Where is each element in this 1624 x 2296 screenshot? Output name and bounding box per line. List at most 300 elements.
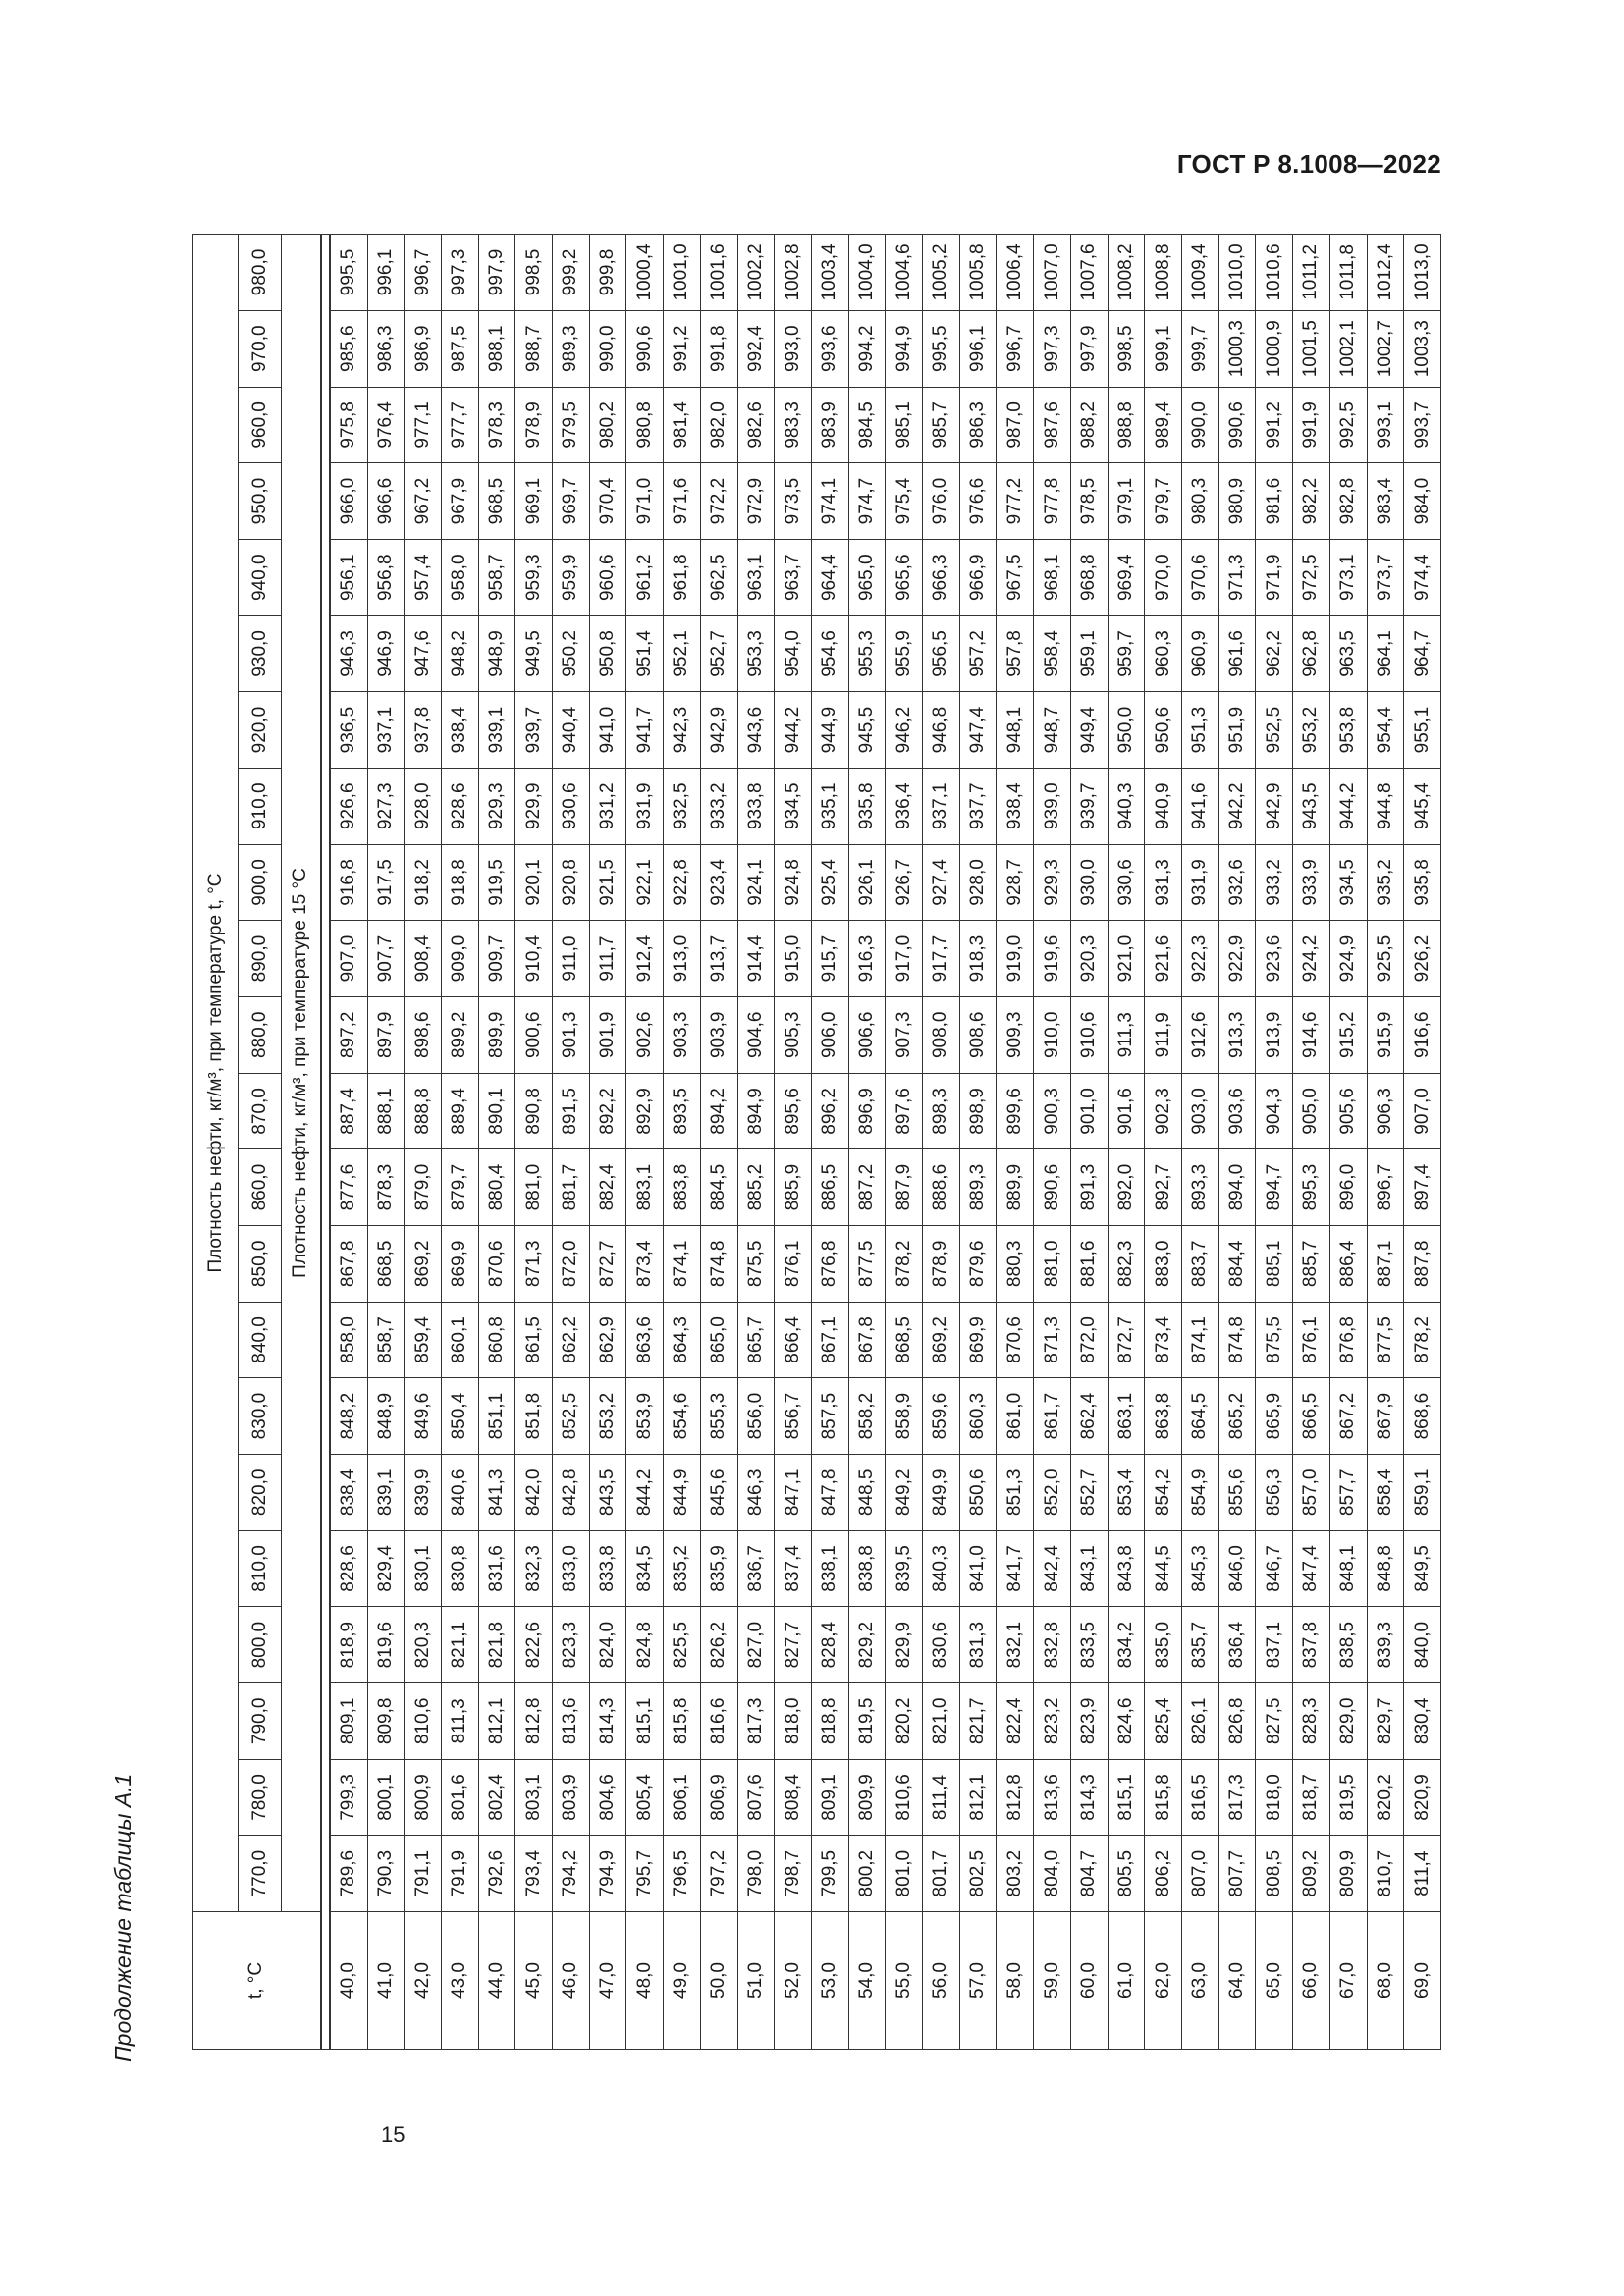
density-cell: 922,8 <box>664 844 701 921</box>
density-cell: 830,1 <box>405 1530 442 1607</box>
density-cell: 836,7 <box>737 1530 775 1607</box>
density-cell: 870,6 <box>478 1225 515 1302</box>
density-column-header: 920,0 <box>239 692 282 769</box>
density-cell: 865,9 <box>1256 1378 1293 1455</box>
density-column-header: 830,0 <box>239 1378 282 1455</box>
density-cell: 978,3 <box>478 387 515 463</box>
density-cell: 800,9 <box>405 1759 442 1836</box>
density-cell: 931,9 <box>1181 844 1218 921</box>
density-cell: 986,3 <box>959 387 997 463</box>
density-cell: 987,0 <box>997 387 1034 463</box>
density-cell: 816,5 <box>1181 1759 1218 1836</box>
density-cell: 1007,6 <box>1070 235 1108 311</box>
density-cell: 964,4 <box>811 539 848 615</box>
table-row <box>478 235 515 2050</box>
temperature-cell: 41,0 <box>367 1912 405 2050</box>
density-cell: 808,4 <box>775 1759 812 1836</box>
density-cell: 985,7 <box>923 387 960 463</box>
density-cell: 867,1 <box>811 1302 848 1378</box>
density-cell: 975,8 <box>330 387 368 463</box>
temperature-cell: 63,0 <box>1181 1912 1218 2050</box>
density-cell: 797,2 <box>700 1836 737 1912</box>
density-cell: 876,8 <box>811 1225 848 1302</box>
density-cell: 804,6 <box>589 1759 626 1836</box>
density-cell: 848,8 <box>1367 1530 1404 1607</box>
density-cell: 924,1 <box>737 844 775 921</box>
density-cell: 879,6 <box>959 1225 997 1302</box>
density-cell: 953,2 <box>1293 692 1330 769</box>
density-cell: 919,6 <box>1034 921 1071 997</box>
density-cell: 875,5 <box>1256 1302 1293 1378</box>
density-cell: 872,0 <box>553 1225 590 1302</box>
table-row <box>367 235 405 2050</box>
density-cell: 871,3 <box>515 1225 553 1302</box>
density-cell: 1007,0 <box>1034 235 1071 311</box>
density-cell: 802,4 <box>478 1759 515 1836</box>
density-cell: 937,8 <box>405 692 442 769</box>
density-cell: 845,3 <box>1181 1530 1218 1607</box>
density-cell: 901,0 <box>1070 1073 1108 1149</box>
density-cell: 929,3 <box>1034 844 1071 921</box>
density-cell: 896,2 <box>811 1073 848 1149</box>
density-cell: 803,2 <box>997 1836 1034 1912</box>
density-cell: 825,4 <box>1145 1682 1182 1759</box>
density-cell: 884,5 <box>700 1149 737 1226</box>
density-cell: 857,0 <box>1293 1454 1330 1530</box>
density-cell: 851,8 <box>515 1378 553 1455</box>
density-column-header: 900,0 <box>239 844 282 921</box>
density-cell: 913,0 <box>664 921 701 997</box>
density-cell: 951,4 <box>626 615 664 692</box>
density-cell: 853,2 <box>589 1378 626 1455</box>
table-row <box>959 235 997 2050</box>
density-cell: 803,1 <box>515 1759 553 1836</box>
density-cell: 984,0 <box>1404 463 1441 540</box>
density-cell: 807,7 <box>1218 1836 1256 1912</box>
density-cell: 834,2 <box>1108 1607 1145 1683</box>
density-cell: 868,5 <box>367 1225 405 1302</box>
density-cell: 815,8 <box>1145 1759 1182 1836</box>
density-cell: 802,5 <box>959 1836 997 1912</box>
density-cell: 976,0 <box>923 463 960 540</box>
temperature-cell: 55,0 <box>886 1912 923 2050</box>
density-cell: 809,9 <box>1329 1836 1367 1912</box>
density-cell: 839,3 <box>1367 1607 1404 1683</box>
density-cell: 830,6 <box>923 1607 960 1683</box>
density-cell: 968,5 <box>478 463 515 540</box>
density-cell: 890,6 <box>1034 1149 1071 1226</box>
density-cell: 915,9 <box>1367 996 1404 1073</box>
density-cell: 822,6 <box>515 1607 553 1683</box>
density-cell: 892,2 <box>589 1073 626 1149</box>
density-cell: 827,7 <box>775 1607 812 1683</box>
density-cell: 985,1 <box>886 387 923 463</box>
density-cell: 858,7 <box>367 1302 405 1378</box>
density-cell: 808,5 <box>1256 1836 1293 1912</box>
density-cell: 919,5 <box>478 844 515 921</box>
density-cell: 874,1 <box>1181 1302 1218 1378</box>
density-cell: 893,3 <box>1181 1149 1218 1226</box>
density-cell: 874,8 <box>700 1225 737 1302</box>
density-cell: 1012,4 <box>1367 235 1404 311</box>
density-cell: 942,3 <box>664 692 701 769</box>
table-row <box>1145 235 1182 2050</box>
density-cell: 872,7 <box>1108 1302 1145 1378</box>
density-cell: 861,5 <box>515 1302 553 1378</box>
density-cell: 868,6 <box>1404 1378 1441 1455</box>
density-cell: 997,3 <box>1034 310 1071 387</box>
density-cell: 991,9 <box>1293 387 1330 463</box>
density-cell: 999,7 <box>1181 310 1218 387</box>
density-cell: 933,2 <box>700 768 737 844</box>
density-cell: 959,3 <box>515 539 553 615</box>
density-cell: 954,4 <box>1367 692 1404 769</box>
density-cell: 844,2 <box>626 1454 664 1530</box>
density-cell: 996,1 <box>959 310 997 387</box>
temperature-column-header: t, °C <box>193 1912 321 2050</box>
density-cell: 791,1 <box>405 1836 442 1912</box>
density-cell: 973,5 <box>775 463 812 540</box>
density-cell: 901,6 <box>1108 1073 1145 1149</box>
density-cell: 988,2 <box>1070 387 1108 463</box>
density-cell: 862,9 <box>589 1302 626 1378</box>
density-cell: 977,2 <box>997 463 1034 540</box>
density-cell: 903,6 <box>1218 1073 1256 1149</box>
density-cell: 794,2 <box>553 1836 590 1912</box>
density-cell: 950,6 <box>1145 692 1182 769</box>
density-cell: 896,0 <box>1329 1149 1367 1226</box>
density-cell: 964,7 <box>1404 615 1441 692</box>
density-cell: 959,9 <box>553 539 590 615</box>
density-cell: 859,6 <box>923 1378 960 1455</box>
density-cell: 887,2 <box>848 1149 886 1226</box>
density-cell: 877,5 <box>1367 1302 1404 1378</box>
density-cell: 880,4 <box>478 1149 515 1226</box>
temperature-cell: 60,0 <box>1070 1912 1108 2050</box>
density-cell: 945,4 <box>1404 768 1441 844</box>
table-row <box>1367 235 1404 2050</box>
table-row <box>1218 235 1256 2050</box>
density-cell: 901,9 <box>589 996 626 1073</box>
density-column-header: 950,0 <box>239 463 282 540</box>
density-cell: 869,9 <box>959 1302 997 1378</box>
document-code: ГОСТ Р 8.1008—2022 <box>1176 149 1441 179</box>
density-cell: 854,6 <box>664 1378 701 1455</box>
density-cell: 818,7 <box>1293 1759 1330 1836</box>
density-cell: 852,0 <box>1034 1454 1071 1530</box>
table-row <box>923 235 960 2050</box>
density-cell: 867,2 <box>1329 1378 1367 1455</box>
density-cell: 849,6 <box>405 1378 442 1455</box>
density-cell: 867,8 <box>848 1302 886 1378</box>
density-cell: 801,7 <box>923 1836 960 1912</box>
density-cell: 891,5 <box>553 1073 590 1149</box>
density-cell: 960,3 <box>1145 615 1182 692</box>
density-cell: 840,0 <box>1404 1607 1441 1683</box>
density-cell: 905,3 <box>775 996 812 1073</box>
table-row <box>1293 235 1330 2050</box>
density-cell: 904,6 <box>737 996 775 1073</box>
density-cell: 899,9 <box>478 996 515 1073</box>
density-cell: 946,8 <box>923 692 960 769</box>
density-cell: 792,6 <box>478 1836 515 1912</box>
density-cell: 856,7 <box>775 1378 812 1455</box>
density-cell: 972,2 <box>700 463 737 540</box>
density-cell: 975,4 <box>886 463 923 540</box>
table-row <box>1070 235 1108 2050</box>
table-row <box>737 235 775 2050</box>
density-cell: 847,4 <box>1293 1530 1330 1607</box>
density-cell: 978,9 <box>515 387 553 463</box>
density-cell: 1002,7 <box>1367 310 1404 387</box>
density-cell: 827,5 <box>1256 1682 1293 1759</box>
density-cell: 976,6 <box>959 463 997 540</box>
density-column-header: 930,0 <box>239 615 282 692</box>
density-cell: 971,6 <box>664 463 701 540</box>
density-cell: 883,1 <box>626 1149 664 1226</box>
density-cell: 819,5 <box>1329 1759 1367 1836</box>
density-cell: 993,6 <box>811 310 848 387</box>
table-row <box>997 235 1034 2050</box>
table-row <box>330 235 368 2050</box>
density-cell: 955,1 <box>1404 692 1441 769</box>
density-cell: 1002,8 <box>775 235 812 311</box>
density-cell: 829,0 <box>1329 1682 1367 1759</box>
density-cell: 881,6 <box>1070 1225 1108 1302</box>
density-cell: 915,2 <box>1329 996 1367 1073</box>
density-cell: 941,6 <box>1181 768 1218 844</box>
density-cell: 937,7 <box>959 768 997 844</box>
density-cell: 926,2 <box>1404 921 1441 997</box>
density-cell: 958,0 <box>441 539 478 615</box>
density-cell: 966,0 <box>330 463 368 540</box>
density-cell: 917,0 <box>886 921 923 997</box>
density-cell: 851,3 <box>997 1454 1034 1530</box>
density-cell: 926,7 <box>886 844 923 921</box>
density-cell: 908,4 <box>405 921 442 997</box>
density-cell: 977,8 <box>1034 463 1071 540</box>
density-cell: 930,6 <box>1108 844 1145 921</box>
density-cell: 990,0 <box>1181 387 1218 463</box>
density-cell: 936,4 <box>886 768 923 844</box>
density-cell: 940,4 <box>553 692 590 769</box>
density-cell: 947,4 <box>959 692 997 769</box>
density-cell: 965,0 <box>848 539 886 615</box>
temperature-cell: 51,0 <box>737 1912 775 2050</box>
density-cell: 898,6 <box>405 996 442 1073</box>
density-cell: 863,8 <box>1145 1378 1182 1455</box>
table-caption: Продолжение таблицы А.1 <box>110 1773 135 2062</box>
density-cell: 938,4 <box>441 692 478 769</box>
density-cell: 873,4 <box>626 1225 664 1302</box>
density-cell: 842,8 <box>553 1454 590 1530</box>
density-cell: 943,5 <box>1293 768 1330 844</box>
density-cell: 885,9 <box>775 1149 812 1226</box>
density-cell: 974,1 <box>811 463 848 540</box>
density-cell: 856,0 <box>737 1378 775 1455</box>
density-cell: 910,0 <box>1034 996 1071 1073</box>
density-cell: 864,3 <box>664 1302 701 1378</box>
density-cell: 1003,3 <box>1404 310 1441 387</box>
density-cell: 920,1 <box>515 844 553 921</box>
density-cell: 976,4 <box>367 387 405 463</box>
temperature-cell: 48,0 <box>626 1912 664 2050</box>
density-cell: 1004,6 <box>886 235 923 311</box>
density-cell: 863,1 <box>1108 1378 1145 1455</box>
table-row <box>775 235 812 2050</box>
density-cell: 914,6 <box>1293 996 1330 1073</box>
density-cell: 820,9 <box>1404 1759 1441 1836</box>
density-cell: 800,1 <box>367 1759 405 1836</box>
header-separator <box>321 235 330 2050</box>
density-cell: 835,7 <box>1181 1607 1218 1683</box>
density-cell: 959,1 <box>1070 615 1108 692</box>
density-cell: 911,0 <box>553 921 590 997</box>
density-cell: 935,8 <box>848 768 886 844</box>
density-cell: 883,0 <box>1145 1225 1182 1302</box>
density-cell: 839,1 <box>367 1454 405 1530</box>
density-cell: 829,9 <box>886 1607 923 1683</box>
density-cell: 1004,0 <box>848 235 886 311</box>
table-row <box>1034 235 1071 2050</box>
density-cell: 992,4 <box>737 310 775 387</box>
density-cell: 939,0 <box>1034 768 1071 844</box>
density-cell: 937,1 <box>923 768 960 844</box>
density-cell: 794,9 <box>589 1836 626 1912</box>
density-cell: 924,9 <box>1329 921 1367 997</box>
density-cell: 895,6 <box>775 1073 812 1149</box>
density-cell: 946,3 <box>330 615 368 692</box>
density-cell: 901,3 <box>553 996 590 1073</box>
density-cell: 953,8 <box>1329 692 1367 769</box>
density-cell: 943,6 <box>737 692 775 769</box>
table-row <box>626 235 664 2050</box>
density-cell: 927,4 <box>923 844 960 921</box>
density-cell: 832,3 <box>515 1530 553 1607</box>
density-cell: 908,6 <box>959 996 997 1073</box>
density-cell: 938,4 <box>997 768 1034 844</box>
density-cell: 809,1 <box>330 1682 368 1759</box>
density-cell: 935,2 <box>1367 844 1404 921</box>
density-column-header: 800,0 <box>239 1607 282 1683</box>
density-cell: 993,7 <box>1404 387 1441 463</box>
density-cell: 878,9 <box>923 1225 960 1302</box>
density-cell: 846,0 <box>1218 1530 1256 1607</box>
density-cell: 914,4 <box>737 921 775 997</box>
density-cell: 954,6 <box>811 615 848 692</box>
density-cell: 988,7 <box>515 310 553 387</box>
density-cell: 962,2 <box>1256 615 1293 692</box>
density-cell: 933,8 <box>737 768 775 844</box>
density-cell: 804,7 <box>1070 1836 1108 1912</box>
density-cell: 980,8 <box>626 387 664 463</box>
density-cell: 829,7 <box>1367 1682 1404 1759</box>
density-cell: 909,7 <box>478 921 515 997</box>
density-cell: 980,3 <box>1181 463 1218 540</box>
density-cell: 929,3 <box>478 768 515 844</box>
density-cell: 993,0 <box>775 310 812 387</box>
temperature-cell: 57,0 <box>959 1912 997 2050</box>
density-cell: 821,7 <box>959 1682 997 1759</box>
density-cell: 966,6 <box>367 463 405 540</box>
density-cell: 843,1 <box>1070 1530 1108 1607</box>
density-cell: 1000,4 <box>626 235 664 311</box>
density-cell: 962,8 <box>1293 615 1330 692</box>
density-cell: 897,2 <box>330 996 368 1073</box>
density-cell: 980,2 <box>589 387 626 463</box>
table-row <box>1181 235 1218 2050</box>
density-cell: 979,1 <box>1108 463 1145 540</box>
density-cell: 906,6 <box>848 996 886 1073</box>
density-cell: 944,9 <box>811 692 848 769</box>
density-cell: 894,9 <box>737 1073 775 1149</box>
density-cell: 843,5 <box>589 1454 626 1530</box>
density-cell: 859,4 <box>405 1302 442 1378</box>
density-cell: 961,8 <box>664 539 701 615</box>
density-cell: 998,5 <box>515 235 553 311</box>
density-cell: 806,1 <box>664 1759 701 1836</box>
density-cell: 907,3 <box>886 996 923 1073</box>
density-cell: 948,2 <box>441 615 478 692</box>
density-cell: 835,9 <box>700 1530 737 1607</box>
density-cell: 924,8 <box>775 844 812 921</box>
temperature-cell: 68,0 <box>1367 1912 1404 2050</box>
density-cell: 871,3 <box>1034 1302 1071 1378</box>
density-cell: 990,6 <box>626 310 664 387</box>
density-cell: 921,5 <box>589 844 626 921</box>
density-cell: 811,3 <box>441 1682 478 1759</box>
density-cell: 791,9 <box>441 1836 478 1912</box>
temperature-cell: 67,0 <box>1329 1912 1367 2050</box>
density-cell: 892,0 <box>1108 1149 1145 1226</box>
density-cell: 892,7 <box>1145 1149 1182 1226</box>
density-cell: 983,4 <box>1367 463 1404 540</box>
density-cell: 850,6 <box>959 1454 997 1530</box>
density-cell: 913,9 <box>1256 996 1293 1073</box>
density-cell: 869,2 <box>405 1225 442 1302</box>
density-cell: 854,2 <box>1145 1454 1182 1530</box>
density-column-header: 880,0 <box>239 996 282 1073</box>
density-cell: 867,9 <box>1367 1378 1404 1455</box>
density-cell: 911,3 <box>1108 996 1145 1073</box>
density-cell: 963,7 <box>775 539 812 615</box>
density-column-header: 810,0 <box>239 1530 282 1607</box>
density-column-header: 910,0 <box>239 768 282 844</box>
density-cell: 831,6 <box>478 1530 515 1607</box>
temperature-cell: 46,0 <box>553 1912 590 2050</box>
density-cell: 1011,8 <box>1329 235 1367 311</box>
density-cell: 939,7 <box>515 692 553 769</box>
density-cell: 1010,0 <box>1218 235 1256 311</box>
density-cell: 821,1 <box>441 1607 478 1683</box>
density-cell: 850,4 <box>441 1378 478 1455</box>
density-cell: 821,8 <box>478 1607 515 1683</box>
density-cell: 853,9 <box>626 1378 664 1455</box>
density-cell: 988,8 <box>1108 387 1145 463</box>
density-cell: 835,0 <box>1145 1607 1182 1683</box>
density-cell: 899,2 <box>441 996 478 1073</box>
density-cell: 848,9 <box>367 1378 405 1455</box>
table-row <box>515 235 553 2050</box>
density-cell: 997,3 <box>441 235 478 311</box>
density-cell: 860,8 <box>478 1302 515 1378</box>
density-cell: 904,3 <box>1256 1073 1293 1149</box>
density-cell: 828,4 <box>811 1607 848 1683</box>
density-cell: 815,1 <box>626 1682 664 1759</box>
density-cell: 798,0 <box>737 1836 775 1912</box>
density-cell: 812,8 <box>997 1759 1034 1836</box>
density-cell: 880,3 <box>997 1225 1034 1302</box>
